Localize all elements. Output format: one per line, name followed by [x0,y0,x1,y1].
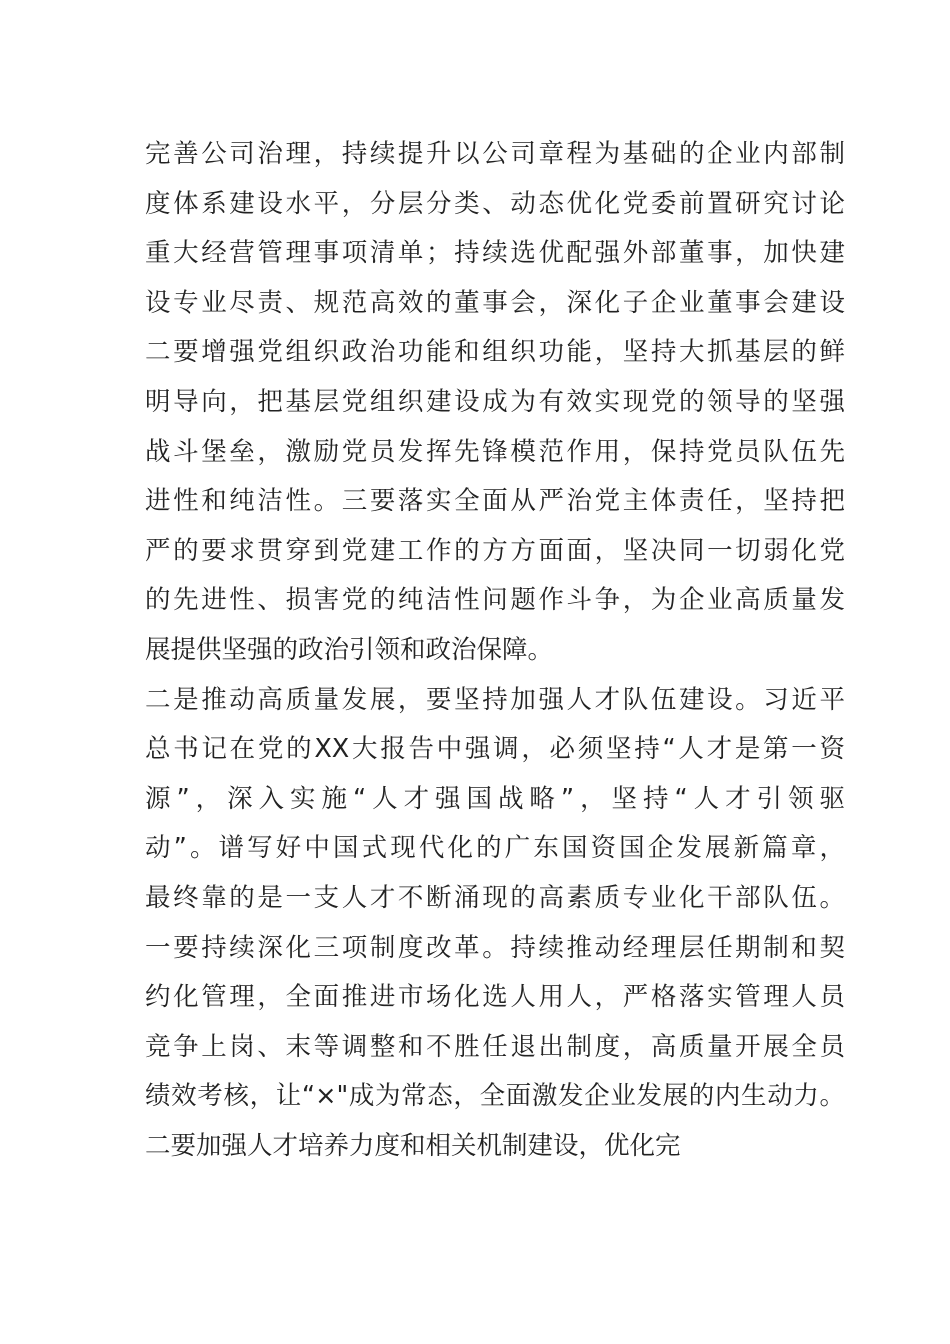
text-line: 进性和纯洁性。三要落实全面从严治党主体责任，坚持把 [145,486,845,517]
text-line: 重大经营管理事项清单；持续选优配强外部董事，加快建 [145,238,845,269]
text-line: 明导向，把基层党组织建设成为有效实现党的领导的坚强 [145,386,845,417]
text-line: 动”。谱写好中国式现代化的广东国资国企发展新篇章， [145,833,845,864]
text-line: 竞争上岗、末等调整和不胜任退出制度，高质量开展全员 [145,1031,845,1062]
text-line: 战斗堡垒，激励党员发挥先锋模范作用，保持党员队伍先 [145,436,845,467]
text-line: 严的要求贯穿到党建工作的方方面面，坚决同一切弱化党 [145,535,845,566]
text-line: 二要加强人才培养力度和相关机制建设，优化完 [145,1130,681,1161]
text-line: 一要持续深化三项制度改革。持续推动经理层任期制和契 [145,932,845,963]
text-line: 最终靠的是一支人才不断涌现的高素质专业化干部队伍。 [145,882,845,913]
text-line: 的先进性、损害党的纯洁性问题作斗争，为企业高质量发 [145,585,845,616]
text-line: 设专业尽责、规范高效的董事会，深化子企业董事会建设 [145,287,845,318]
text-line: 源”，深入实施“人才强国战略”，坚持“人才引领驱 [145,783,845,814]
text-line: 度体系建设水平，分层分类、动态优化党委前置研究讨论 [145,188,845,219]
text-line: 二要增强党组织政治功能和组织功能，坚持大抓基层的鲜 [145,337,845,368]
text-line: 二是推动高质量发展，要坚持加强人才队伍建设。习近平 [145,684,845,715]
text-line: 绩效考核，让“×"成为常态，全面激发企业发展的内生动力。 [145,1081,845,1112]
document-body [145,130,845,1171]
text-line: 约化管理，全面推进市场化选人用人，严格落实管理人员 [145,982,845,1013]
text-line: 展提供坚强的政治引领和政治保障。 [145,634,554,665]
text-line: 完善公司治理，持续提升以公司章程为基础的企业内部制 [145,139,845,169]
text-line: 总书记在党的XX大报告中强调，必须坚持“人才是第一资 [145,734,845,765]
